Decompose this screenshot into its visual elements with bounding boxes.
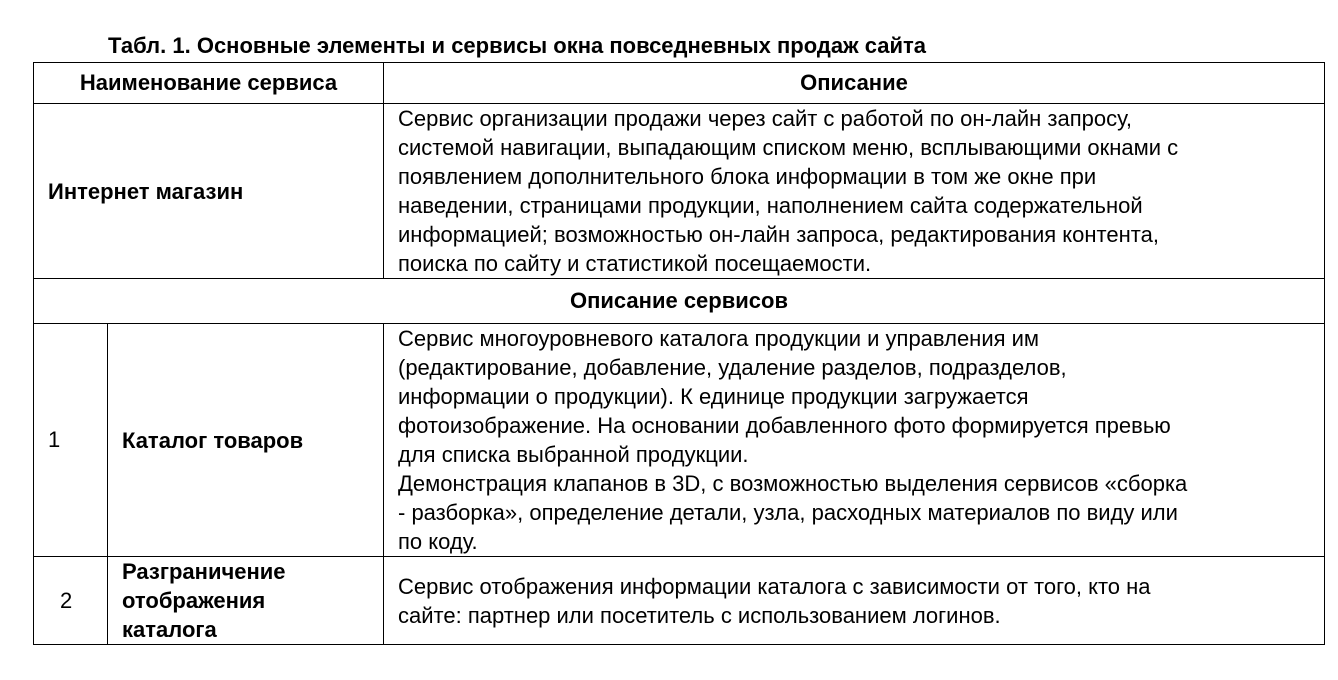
desc-line: информацией; возможностью он-лайн запроса, редактирования контента, — [398, 222, 1159, 247]
desc-line: информации о продукции). К единице продукции загружается — [398, 384, 1029, 409]
desc-line: поиска по сайту и статистикой посещаемости. — [398, 251, 872, 276]
desc-line: наведении, страницами продукции, наполнением сайта содержательной — [398, 193, 1143, 218]
service-desc-cell — [384, 324, 1325, 557]
table-header-row — [34, 63, 1325, 104]
shop-name-cell: Интернет магазин — [34, 104, 384, 279]
table-row — [34, 557, 1325, 645]
row-number-cell: 2 — [34, 557, 108, 645]
section-row — [34, 279, 1325, 324]
table-row — [34, 324, 1325, 557]
table-row — [34, 104, 1325, 279]
service-name-cell — [108, 557, 384, 645]
desc-line: Сервис отображения информации каталога с зависимости от того, кто на — [398, 573, 1151, 599]
header-name-cell: Наименование сервиса — [34, 63, 384, 104]
row-number-cell: 1 — [34, 324, 108, 557]
desc-line: (редактирование, добавление, удаление разделов, подразделов, — [398, 355, 1067, 380]
section-title-cell: Описание сервисов — [34, 279, 1325, 324]
service-name-cell — [108, 324, 384, 557]
service-name-line: отображения — [122, 588, 266, 613]
service-name-line: каталога — [122, 617, 217, 642]
desc-line: Демонстрация клапанов в 3D, с возможностью выделения сервисов «сборка — [398, 471, 1188, 496]
service-name-line: Разграничение — [122, 559, 286, 584]
desc-line: - разборка», определение детали, узла, расходных материалов по виду или — [398, 500, 1178, 525]
shop-desc-cell — [384, 104, 1325, 279]
services-table — [33, 62, 1325, 645]
header-desc-cell: Описание — [384, 63, 1325, 104]
desc-line: системой навигации, выпадающим списком меню, всплывающими окнами с — [398, 135, 1179, 160]
table-caption: Табл. 1. Основные элементы и сервисы окна повседневных продаж сайта — [108, 33, 927, 58]
desc-line: появлением дополнительного блока информации в том же окне при — [398, 164, 1097, 189]
desc-line: фотоизображение. На основании добавленного фото формируется превью — [398, 413, 1171, 438]
desc-line: сайте: партнер или посетитель с использованием логинов. — [398, 602, 1001, 628]
desc-line: по коду. — [398, 529, 478, 554]
desc-line: Сервис организации продажи через сайт с работой по он-лайн запросу, — [398, 106, 1133, 131]
service-desc-cell — [384, 557, 1325, 645]
service-name-line: Каталог товаров — [122, 427, 304, 453]
desc-line: для списка выбранной продукции. — [398, 442, 749, 467]
desc-line: Сервис многоуровневого каталога продукции и управления им — [398, 326, 1040, 351]
